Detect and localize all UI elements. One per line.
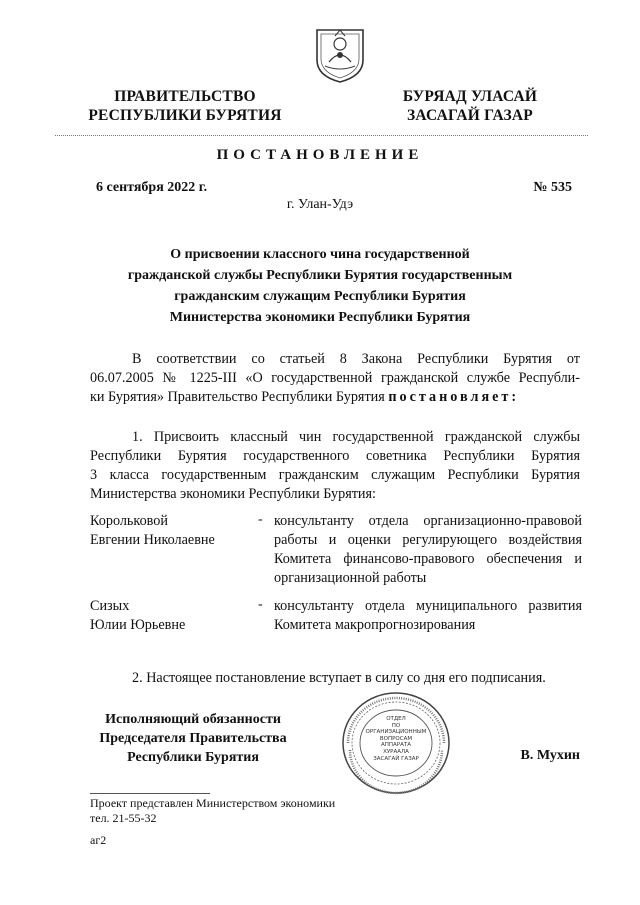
position-line: работы и оценки регулирующего воздействия [274,532,582,548]
footer-project-note: Проект представлен Министерством экономики [90,796,336,810]
stamp-line: ЗАСАГАЙ ГАЗАР [373,755,419,762]
preamble-line [90,388,580,407]
coat-of-arms-emblem [311,22,369,84]
role-line: Республики Бурятия [127,750,259,765]
person-surname: Сизых [90,598,130,614]
subject-line: Министерства экономики Республики Бурятия [169,310,471,325]
role-line: Исполняющий обязанности [105,712,281,727]
preamble-line: 06.07.2005 № 1225-III «О государственной гражданской службе Республи- [90,370,580,386]
header-right [365,87,575,125]
person-surname: Корольковой [90,513,168,529]
person-1-position [274,512,582,588]
document-number: № 535 [533,180,572,195]
header-left-line2: РЕСПУБЛИКИ БУРЯТИЯ [88,107,282,124]
position-line: Комитета финансово-правового обеспечения и [274,551,582,567]
item-1-line: 1. Присвоить классный чин государственной гражданской службы [132,429,580,445]
header-right-line1: БУРЯАД УЛАСАЙ [402,88,538,105]
stamp-text [362,716,430,762]
preamble-paragraph [90,350,580,407]
stamp-line: ВОПРОСАМ [379,735,413,742]
header-left-line1: ПРАВИТЕЛЬСТВО [114,88,256,105]
stamp-line: АППАРАТА [381,742,411,749]
person-first-name: Евгении Николаевне [90,532,215,548]
postanovlyaet-word: постановляет: [388,389,520,405]
signatory-role [88,710,298,767]
person-1-name [90,512,260,550]
header-left [60,87,310,125]
stamp-line: ПО ОРГАНИЗАЦИОННЫМ [365,722,427,736]
person-2-position [274,597,582,635]
footer-note [90,796,410,826]
subject-line: гражданской службы Республики Бурятия государственным [127,268,513,283]
document-city: г. Улан-Удэ [286,197,354,212]
person-1-dash: - [258,512,263,527]
footer-code: аг2 [90,833,107,847]
subject-line: О присвоении классного чина государственной [170,247,470,262]
preamble-line: В соответствии со статьей 8 Закона Республики Бурятия от [132,351,580,367]
item-2-paragraph: 2. Настоящее постановление вступает в силу со дня его подписания. [132,670,546,686]
signatory-name: В. Мухин [520,748,580,763]
item-1-line: 3 класса государственным гражданским служащим Республики Бурятия [90,467,580,483]
position-line: консультанту отдела организационно-правовой [274,513,582,529]
document-subject [100,244,540,328]
header-separator [55,135,588,136]
person-2-name [90,597,260,635]
stamp-line: ХУРААЛА [383,748,409,755]
item-1-line: Республики Бурятия государственного советника Республики Бурятия [90,448,580,464]
official-stamp [340,690,452,796]
position-line: консультанту отдела муниципального развития [274,598,582,614]
person-2-dash: - [258,597,263,612]
stamp-line: ОТДЕЛ [386,716,406,722]
footer-separator [90,793,210,794]
preamble-line-prefix: ки Бурятия» Правительство Республики Бурятия [90,389,385,405]
item-1-paragraph [90,428,580,504]
position-line: организационной работы [274,570,427,586]
item-1-line: Министерства экономики Республики Бурятия: [90,486,376,502]
subject-line: гражданским служащим Республики Бурятия [174,289,466,304]
header-right-line2: ЗАСАГАЙ ГАЗАР [407,107,533,124]
role-line: Председателя Правительства [99,731,287,746]
document-title: ПОСТАНОВЛЕНИЕ [216,147,424,163]
footer-phone: тел. 21-55-32 [90,811,157,825]
person-first-name: Юлии Юрьевне [90,617,186,633]
position-line: Комитета макропрогнозирования [274,617,476,633]
document-date: 6 сентября 2022 г. [96,180,208,195]
